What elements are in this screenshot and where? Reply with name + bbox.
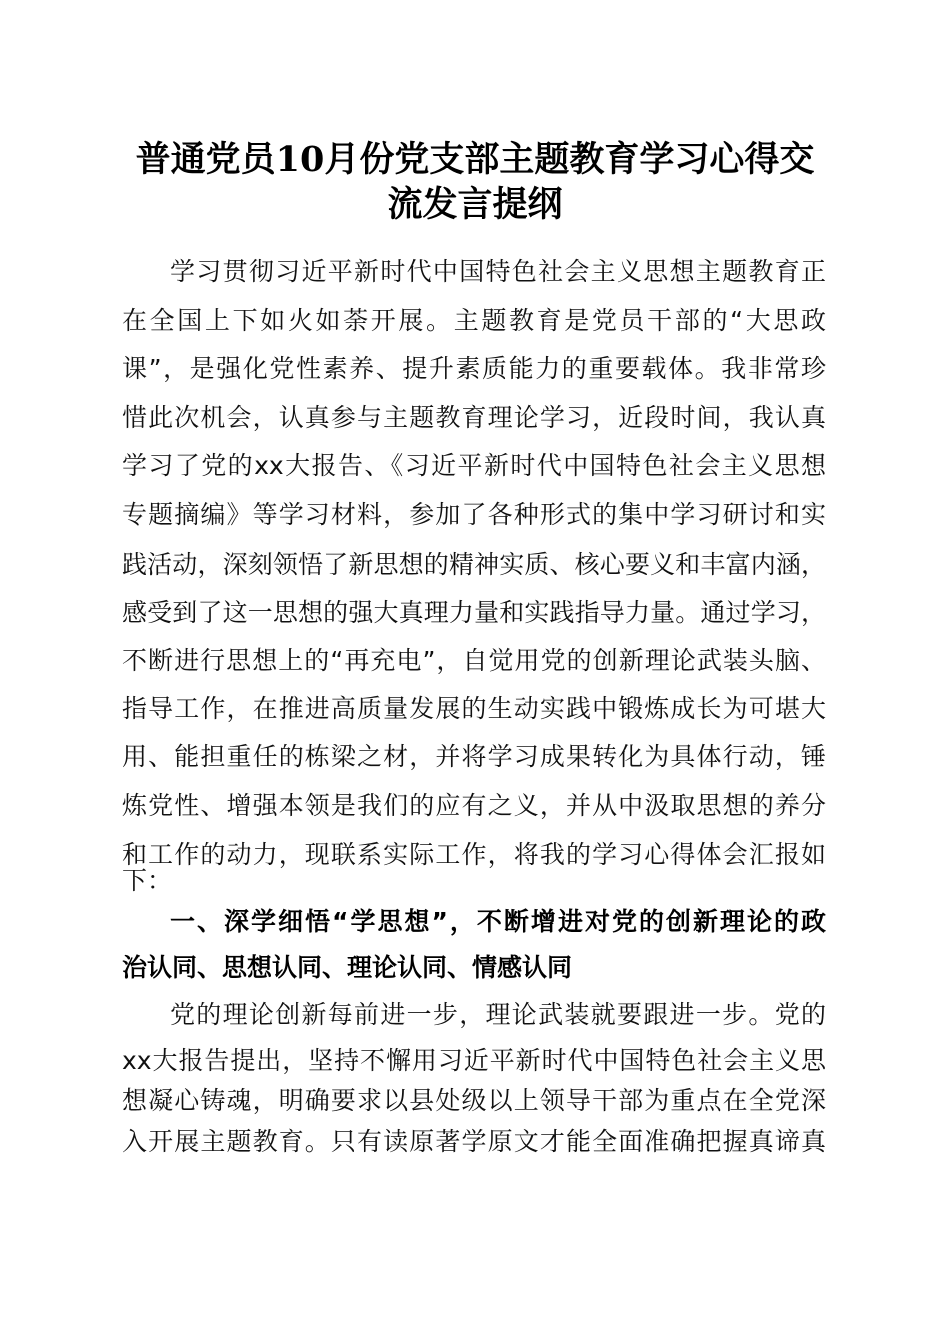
paragraph-line: 在全国上下如火如荼开展。主题教育是党员干部的“大思政	[122, 306, 826, 335]
paragraph-line: 惜此次机会，认真参与主题教育理论学习，近段时间，我认真	[122, 403, 826, 432]
section-heading-line: 一、深学细悟“学思想”，不断增进对党的创新理论的政	[170, 907, 826, 936]
paragraph-line: 和工作的动力，现联系实际工作，将我的学习心得体会汇报如	[122, 840, 826, 869]
paragraph-line: 课”，是强化党性素养、提升素质能力的重要载体。我非常珍	[122, 354, 826, 383]
paragraph-line: 学习贯彻习近平新时代中国特色社会主义思想主题教育正	[170, 257, 826, 286]
section-heading-line: 治认同、思想认同、理论认同、情感认同	[122, 953, 573, 982]
title-line: 流发言提纲	[387, 184, 563, 225]
paragraph-line: 践活动，深刻领悟了新思想的精神实质、核心要义和丰富内涵，	[122, 550, 826, 579]
paragraph-line: 指导工作，在推进高质量发展的生动实践中锻炼成长为可堪大	[122, 694, 826, 723]
paragraph-line: 想凝心铸魂，明确要求以县处级以上领导干部为重点在全党深	[122, 1086, 826, 1115]
paragraph-line: 入开展主题教育。只有读原著学原文才能全面准确把握真谛真	[122, 1127, 826, 1156]
paragraph-line: xx大报告提出，坚持不懈用习近平新时代中国特色社会主义思	[122, 1046, 826, 1075]
paragraph-line: 炼党性、增强本领是我们的应有之义，并从中汲取思想的养分	[122, 791, 826, 820]
paragraph-line: 学习了党的xx大报告、《习近平新时代中国特色社会主义思想	[122, 451, 826, 480]
paragraph-line: 不断进行思想上的“再充电”，自觉用党的创新理论武装头脑、	[122, 646, 826, 675]
paragraph-line: 下：	[122, 866, 173, 895]
paragraph-line: 党的理论创新每前进一步，理论武装就要跟进一步。党的	[170, 1000, 826, 1029]
paragraph-line: 感受到了这一思想的强大真理力量和实践指导力量。通过学习，	[122, 598, 826, 627]
paragraph-line: 用、能担重任的栋梁之材，并将学习成果转化为具体行动，锤	[122, 742, 826, 771]
paragraph-line: 专题摘编》等学习材料，参加了各种形式的集中学习研讨和实	[122, 500, 826, 529]
title-line: 普通党员10月份党支部主题教育学习心得交	[135, 139, 815, 180]
